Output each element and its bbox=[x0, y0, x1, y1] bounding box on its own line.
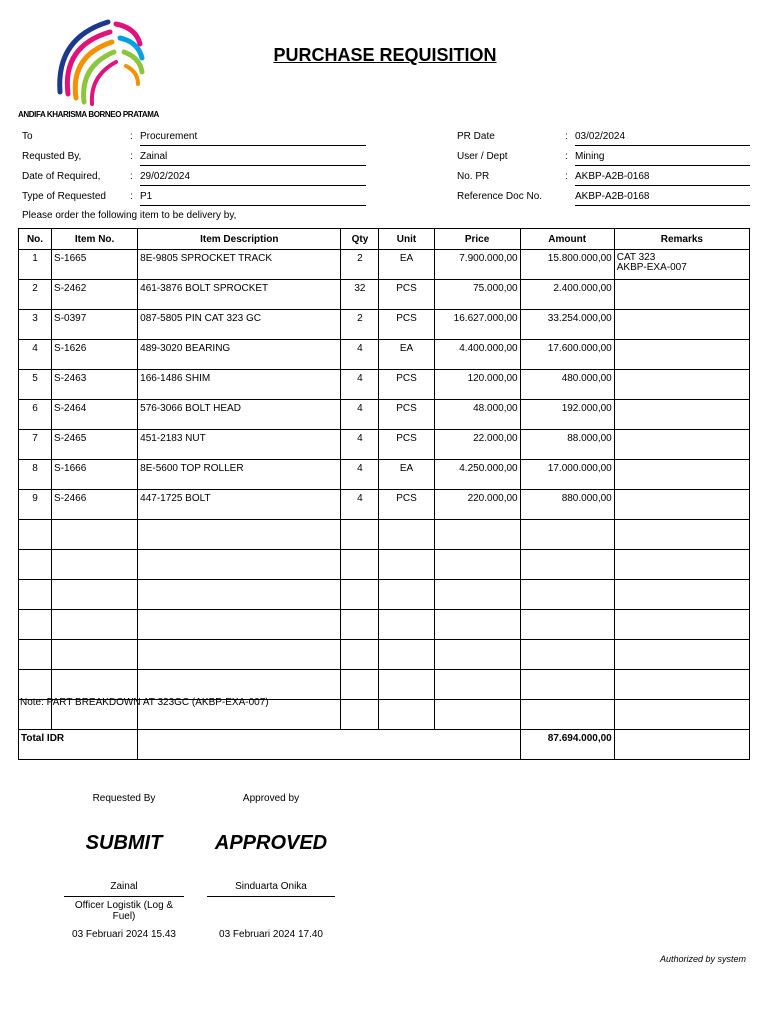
date-required-value: 29/02/2024 bbox=[140, 171, 366, 186]
table-row bbox=[19, 400, 750, 430]
cell-price: 7.900.000,00 bbox=[434, 250, 520, 280]
no-pr-value: AKBP-A2B-0168 bbox=[575, 171, 750, 186]
instruction-text: Please order the following item to be delivery by, bbox=[22, 210, 237, 221]
cell-item-no: S-1626 bbox=[52, 340, 138, 370]
cell-no: 4 bbox=[19, 340, 52, 370]
requested-by-caption: Requested By bbox=[92, 793, 156, 804]
requested-by-label: Requsted By, bbox=[22, 151, 82, 162]
cell-description: 489-3020 BEARING bbox=[138, 340, 341, 370]
approver-name: Sinduarta Onika bbox=[207, 881, 335, 897]
col-header-qty: Qty bbox=[341, 229, 379, 250]
cell-description: 461-3876 BOLT SPROCKET bbox=[138, 280, 341, 310]
cell-item-no: S-2462 bbox=[52, 280, 138, 310]
cell-qty: 4 bbox=[341, 430, 379, 460]
cell-remarks bbox=[614, 310, 749, 340]
col-header-description: Item Description bbox=[138, 229, 341, 250]
cell-amount: 2.400.000,00 bbox=[520, 280, 614, 310]
cell-unit: PCS bbox=[379, 430, 434, 460]
cell-unit: PCS bbox=[379, 280, 434, 310]
cell-description: 576-3066 BOLT HEAD bbox=[138, 400, 341, 430]
table-header-row bbox=[19, 229, 750, 250]
cell-price: 220.000,00 bbox=[434, 490, 520, 520]
cell-unit: PCS bbox=[379, 400, 434, 430]
cell-remarks bbox=[614, 460, 749, 490]
cell-item-no: S-2463 bbox=[52, 370, 138, 400]
cell-remarks bbox=[614, 430, 749, 460]
requester-role: Officer Logistik (Log & Fuel) bbox=[74, 900, 174, 922]
cell-description: 087-5805 PIN CAT 323 GC bbox=[138, 310, 341, 340]
cell-no: 9 bbox=[19, 490, 52, 520]
col-header-unit: Unit bbox=[379, 229, 434, 250]
cell-price: 120.000,00 bbox=[434, 370, 520, 400]
cell-no: 5 bbox=[19, 370, 52, 400]
authorized-by-system: Authorized by system bbox=[659, 954, 746, 964]
cell-item-no: S-2465 bbox=[52, 430, 138, 460]
cell-remarks bbox=[614, 340, 749, 370]
note-text: Note: PART BREAKDOWN AT 323GC (AKBP-EXA-007) bbox=[20, 697, 269, 708]
total-amount: 87.694.000,00 bbox=[520, 730, 614, 760]
cell-unit: PCS bbox=[379, 370, 434, 400]
table-row bbox=[19, 430, 750, 460]
company-logo bbox=[52, 14, 148, 110]
table-row bbox=[19, 370, 750, 400]
table-row bbox=[19, 280, 750, 310]
empty-row bbox=[19, 520, 750, 550]
remarks-line: AKBP-EXA-007 bbox=[616, 262, 687, 273]
table-row bbox=[19, 490, 750, 520]
type-requested-label: Type of Requested bbox=[22, 191, 106, 202]
table-row bbox=[19, 250, 750, 280]
col-header-remarks: Remarks bbox=[614, 229, 749, 250]
colon: : bbox=[565, 131, 568, 142]
empty-row bbox=[19, 550, 750, 580]
cell-remarks bbox=[614, 370, 749, 400]
col-header-no: No. bbox=[19, 229, 52, 250]
cell-price: 48.000,00 bbox=[434, 400, 520, 430]
cell-unit: PCS bbox=[379, 310, 434, 340]
document-title: PURCHASE REQUISITION bbox=[273, 45, 497, 65]
cell-item-no: S-0397 bbox=[52, 310, 138, 340]
colon: : bbox=[565, 151, 568, 162]
requester-name: Zainal bbox=[64, 881, 184, 897]
cell-no: 2 bbox=[19, 280, 52, 310]
cell-qty: 2 bbox=[341, 250, 379, 280]
cell-amount: 17.600.000,00 bbox=[520, 340, 614, 370]
table-row bbox=[19, 340, 750, 370]
cell-qty: 4 bbox=[341, 340, 379, 370]
cell-price: 4.250.000,00 bbox=[434, 460, 520, 490]
cell-amount: 15.800.000,00 bbox=[520, 250, 614, 280]
cell-remarks bbox=[614, 280, 749, 310]
company-name: ANDIFA KHARISMA BORNEO PRATAMA bbox=[18, 110, 159, 119]
colon: : bbox=[130, 131, 133, 142]
colon: : bbox=[130, 151, 133, 162]
cell-amount: 17.000.000,00 bbox=[520, 460, 614, 490]
cell-amount: 33.254.000,00 bbox=[520, 310, 614, 340]
type-requested-value: P1 bbox=[140, 191, 366, 206]
cell-amount: 480.000,00 bbox=[520, 370, 614, 400]
cell-no: 3 bbox=[19, 310, 52, 340]
cell-price: 75.000,00 bbox=[434, 280, 520, 310]
total-row bbox=[19, 730, 750, 760]
cell-description: 166-1486 SHIM bbox=[138, 370, 341, 400]
cell-qty: 4 bbox=[341, 400, 379, 430]
cell-unit: PCS bbox=[379, 490, 434, 520]
cell-amount: 88.000,00 bbox=[520, 430, 614, 460]
user-dept-value: Mining bbox=[575, 151, 750, 166]
cell-qty: 4 bbox=[341, 370, 379, 400]
cell-no: 8 bbox=[19, 460, 52, 490]
requested-datetime: 03 Februari 2024 15.43 bbox=[72, 929, 176, 940]
date-required-label: Date of Required, bbox=[22, 171, 101, 182]
empty-row bbox=[19, 640, 750, 670]
reference-doc-value: AKBP-A2B-0168 bbox=[575, 191, 750, 206]
cell-item-no: S-2466 bbox=[52, 490, 138, 520]
cell-qty: 32 bbox=[341, 280, 379, 310]
cell-unit: EA bbox=[379, 340, 434, 370]
cell-qty: 4 bbox=[341, 490, 379, 520]
table-row bbox=[19, 310, 750, 340]
cell-unit: EA bbox=[379, 460, 434, 490]
col-header-item-no: Item No. bbox=[52, 229, 138, 250]
reference-doc-label: Reference Doc No. bbox=[457, 191, 543, 202]
approved-by-caption: Approved by bbox=[242, 793, 300, 804]
cell-item-no: S-2464 bbox=[52, 400, 138, 430]
colon: : bbox=[565, 171, 568, 182]
empty-row bbox=[19, 580, 750, 610]
cell-item-no: S-1666 bbox=[52, 460, 138, 490]
cell-qty: 2 bbox=[341, 310, 379, 340]
empty-row bbox=[19, 670, 750, 700]
to-label: To bbox=[22, 131, 33, 142]
cell-price: 16.627.000,00 bbox=[434, 310, 520, 340]
user-dept-label: User / Dept bbox=[457, 151, 508, 162]
cell-remarks bbox=[614, 490, 749, 520]
cell-amount: 880.000,00 bbox=[520, 490, 614, 520]
no-pr-label: No. PR bbox=[457, 171, 490, 182]
items-table bbox=[18, 228, 750, 760]
cell-description: 8E-9805 SPROCKET TRACK bbox=[138, 250, 341, 280]
cell-price: 4.400.000,00 bbox=[434, 340, 520, 370]
col-header-price: Price bbox=[434, 229, 520, 250]
to-value: Procurement bbox=[140, 131, 366, 146]
cell-remarks bbox=[614, 250, 749, 280]
total-label: Total IDR bbox=[19, 730, 138, 760]
cell-no: 1 bbox=[19, 250, 52, 280]
remarks-line: CAT 323 bbox=[616, 252, 656, 263]
empty-row bbox=[19, 610, 750, 640]
approved-status: APPROVED bbox=[214, 832, 328, 854]
table-row bbox=[19, 460, 750, 490]
submit-status: SUBMIT bbox=[85, 832, 163, 854]
col-header-amount: Amount bbox=[520, 229, 614, 250]
cell-amount: 192.000,00 bbox=[520, 400, 614, 430]
cell-price: 22.000,00 bbox=[434, 430, 520, 460]
cell-description: 8E-5600 TOP ROLLER bbox=[138, 460, 341, 490]
cell-remarks bbox=[614, 400, 749, 430]
pr-date-value: 03/02/2024 bbox=[575, 131, 750, 146]
cell-no: 7 bbox=[19, 430, 52, 460]
pr-date-label: PR Date bbox=[457, 131, 495, 142]
approved-datetime: 03 Februari 2024 17.40 bbox=[219, 929, 323, 940]
colon: : bbox=[130, 171, 133, 182]
cell-description: 451-2183 NUT bbox=[138, 430, 341, 460]
cell-qty: 4 bbox=[341, 460, 379, 490]
cell-unit: EA bbox=[379, 250, 434, 280]
cell-description: 447-1725 BOLT bbox=[138, 490, 341, 520]
cell-item-no: S-1665 bbox=[52, 250, 138, 280]
requested-by-value: Zainal bbox=[140, 151, 366, 166]
colon: : bbox=[130, 191, 133, 202]
cell-no: 6 bbox=[19, 400, 52, 430]
